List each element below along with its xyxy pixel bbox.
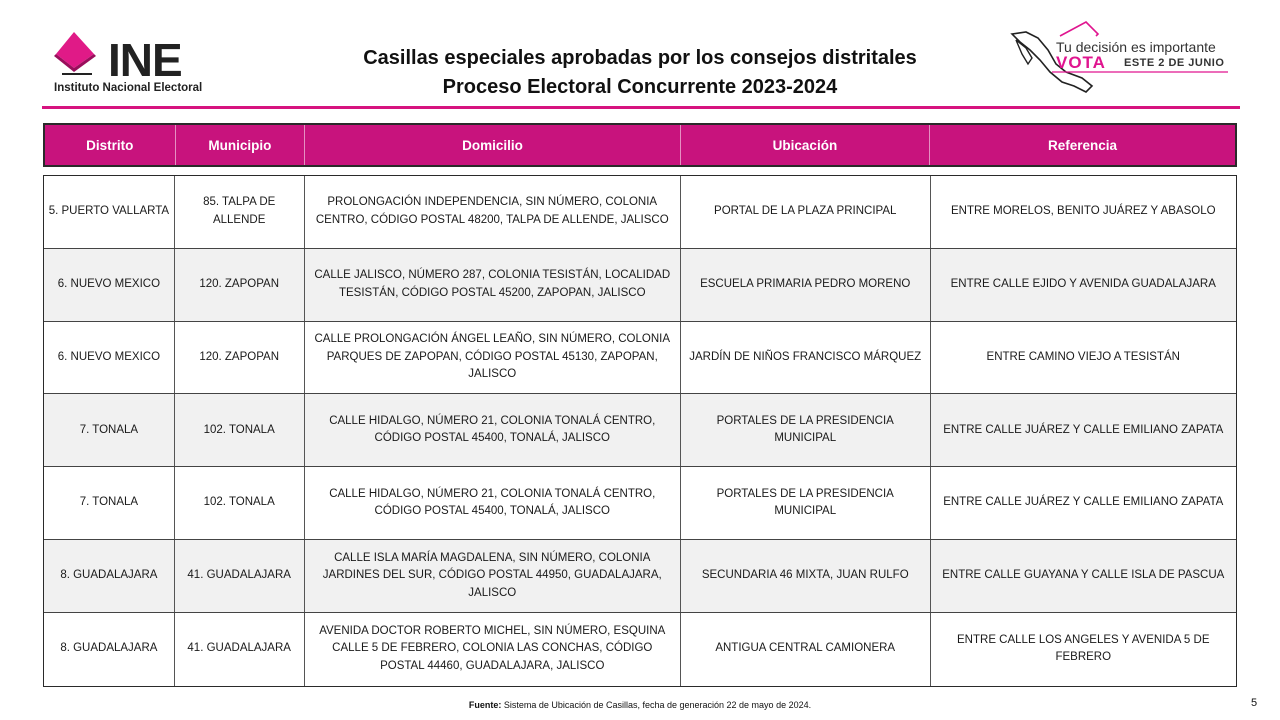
cell-municipio: 120. ZAPOPAN: [175, 249, 305, 321]
source-note: [0, 700, 1280, 710]
table-header: [43, 123, 1237, 167]
cell-distrito: 8. GUADALAJARA: [44, 540, 175, 612]
cell-distrito: 7. TONALA: [44, 394, 175, 466]
column-header-distrito: Distrito: [45, 125, 176, 165]
cell-ubicacion: PORTALES DE LA PRESIDENCIA MUNICIPAL: [681, 467, 931, 539]
cell-referencia: ENTRE MORELOS, BENITO JUÁREZ Y ABASOLO: [950, 205, 1216, 218]
cell-domicilio: CALLE PROLONGACIÓN ÁNGEL LEAÑO, SIN NÚMERO, COLONIA PARQUES DE ZAPOPAN, CÓDIGO POSTAL 45130, ZAPOPAN, JALISCO: [305, 322, 681, 394]
cell-ubicacion: SECUNDARIA 46 MIXTA, JUAN RULFO: [681, 540, 931, 612]
table-row: [44, 613, 1236, 686]
cell-domicilio: CALLE HIDALGO, NÚMERO 21, COLONIA TONALÁ CENTRO, CÓDIGO POSTAL 45400, TONALÁ, JALISCO: [305, 467, 681, 539]
cell-referencia: ENTRE CALLE JUÁREZ Y CALLE EMILIANO ZAPATA: [943, 496, 1224, 509]
cell-domicilio: AVENIDA DOCTOR ROBERTO MICHEL, SIN NÚMERO, ESQUINA CALLE 5 DE FEBRERO, COLONIA LAS CONCHAS, CÓDIGO POSTAL 44460, GUADALAJARA, JALISCO: [305, 613, 681, 686]
cell-domicilio: PROLONGACIÓN INDEPENDENCIA, SIN NÚMERO, COLONIA CENTRO, CÓDIGO POSTAL 48200, TALPA DE ALLENDE, JALISCO: [305, 176, 681, 248]
table-row: [44, 540, 1236, 613]
cell-ubicacion: JARDÍN DE NIÑOS FRANCISCO MÁRQUEZ: [681, 322, 931, 394]
cell-ubicacion: PORTALES DE LA PRESIDENCIA MUNICIPAL: [681, 394, 931, 466]
cell-domicilio: CALLE ISLA MARÍA MAGDALENA, SIN NÚMERO, COLONIA JARDINES DEL SUR, CÓDIGO POSTAL 44950, GUADALAJARA, JALISCO: [305, 540, 681, 612]
column-header-domicilio: Domicilio: [305, 125, 681, 165]
page-number: 5: [1251, 697, 1258, 709]
ine-logo-subtitle: Instituto Nacional Electoral: [54, 82, 203, 94]
table-row: [44, 467, 1236, 540]
table-row: [44, 249, 1236, 322]
page-subtitle: Proceso Electoral Concurrente 2023-2024: [442, 76, 838, 98]
page-title: Casillas especiales aprobadas por los consejos distritales: [363, 47, 917, 69]
cell-referencia: ENTRE CALLE JUÁREZ Y CALLE EMILIANO ZAPATA: [943, 423, 1224, 436]
source-label: Fuente:: [468, 700, 502, 710]
cell-distrito: 5. PUERTO VALLARTA: [44, 176, 175, 248]
column-header-referencia: Referencia: [1047, 137, 1118, 153]
cell-municipio: 120. ZAPOPAN: [175, 322, 305, 394]
cell-distrito: 7. TONALA: [44, 467, 175, 539]
column-header-municipio: Municipio: [176, 125, 306, 165]
cell-ubicacion: ESCUELA PRIMARIA PEDRO MORENO: [681, 249, 931, 321]
cell-distrito: 8. GUADALAJARA: [44, 613, 175, 686]
ine-diamond-icon: [52, 32, 108, 82]
table-row: [44, 394, 1236, 467]
source-text: Sistema de Ubicación de Casillas, fecha de generación 22 de mayo de 2024.: [503, 700, 812, 710]
campaign-tagline: Tu decisión es importante: [1056, 39, 1216, 55]
cell-referencia: ENTRE CALLE EJIDO Y AVENIDA GUADALAJARA: [950, 277, 1216, 290]
table-row: [44, 322, 1236, 395]
cell-referencia: ENTRE CALLE GUAYANA Y CALLE ISLA DE PASCUA: [942, 569, 1225, 582]
campaign-vota-word: VOTA: [1056, 53, 1106, 72]
cell-municipio: 41. GUADALAJARA: [175, 540, 305, 612]
table-row: [44, 176, 1236, 249]
cell-referencia: ENTRE CAMINO VIEJO A TESISTÁN: [986, 350, 1180, 363]
campaign-date: ESTE 2 DE JUNIO: [1124, 57, 1225, 69]
cell-municipio: 102. TONALA: [175, 394, 305, 466]
cell-municipio: 102. TONALA: [175, 467, 305, 539]
ine-logo: [52, 32, 222, 98]
cell-municipio: 85. TALPA DE ALLENDE: [175, 176, 305, 248]
cell-distrito: 6. NUEVO MEXICO: [44, 322, 175, 394]
cell-ubicacion: ANTIGUA CENTRAL CAMIONERA: [681, 613, 931, 686]
cell-ubicacion: PORTAL DE LA PLAZA PRINCIPAL: [681, 176, 931, 248]
cell-referencia: ENTRE CALLE LOS ANGELES Y AVENIDA 5 DE FEBRERO: [957, 633, 1210, 664]
cell-domicilio: CALLE HIDALGO, NÚMERO 21, COLONIA TONALÁ CENTRO, CÓDIGO POSTAL 45400, TONALÁ, JALISCO: [305, 394, 681, 466]
campaign-logo: [1008, 20, 1240, 98]
column-header-ubicacion: Ubicación: [681, 125, 930, 165]
ine-logo-word: INE: [108, 34, 182, 86]
table-body: [43, 175, 1237, 687]
cell-municipio: 41. GUADALAJARA: [175, 613, 305, 686]
header-divider: [42, 106, 1240, 109]
cell-distrito: 6. NUEVO MEXICO: [44, 249, 175, 321]
cell-domicilio: CALLE JALISCO, NÚMERO 287, COLONIA TESISTÁN, LOCALIDAD TESISTÁN, CÓDIGO POSTAL 45200, ZAPOPAN, JALISCO: [305, 249, 681, 321]
